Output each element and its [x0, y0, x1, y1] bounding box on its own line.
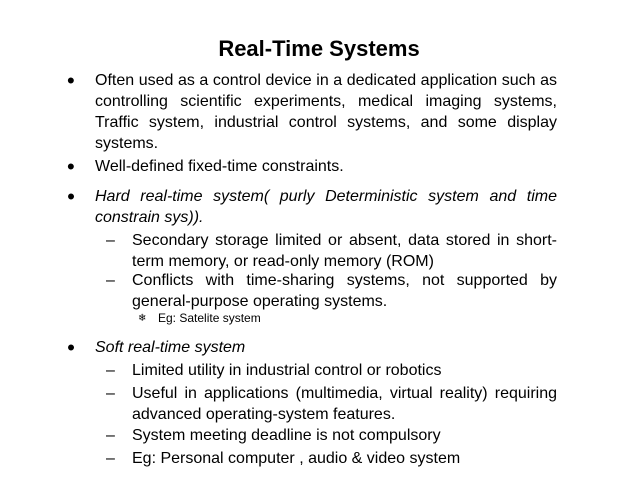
sub-bullet-item-conflicts: [106, 270, 557, 312]
bullet-dot-icon: •: [67, 154, 75, 179]
sub-bullet-item-deadline: [106, 425, 557, 446]
bullet-text: Hard real-time system( purly Deterministic system and time constrain sys)).: [95, 188, 557, 226]
sub-bullet-text: System meeting deadline is not compulsory: [132, 427, 441, 444]
slide-title: Real-Time Systems: [218, 36, 420, 61]
sub-bullet-item-storage: [106, 230, 557, 272]
bullet-dash-icon: –: [106, 272, 115, 289]
sub-bullet-item-example: [106, 448, 557, 469]
sub-bullet-text: Limited utility in industrial control or robotics: [132, 362, 442, 379]
bullet-text: Well-defined fixed-time constraints.: [95, 158, 344, 175]
sub-bullet-text: Eg: Personal computer , audio & video system: [132, 450, 461, 467]
bullet-dash-icon: –: [106, 450, 115, 467]
bullet-dot-icon: •: [67, 184, 75, 209]
sub-sub-bullet-item-example: [138, 311, 557, 326]
bullet-item-constraints: [67, 154, 557, 179]
bullet-dot-icon: •: [67, 68, 75, 93]
bullet-item-soft-real-time: [67, 335, 557, 360]
bullet-text: Soft real-time system: [95, 339, 246, 356]
bullet-item-hard-real-time: [67, 184, 557, 228]
bullet-dash-icon: –: [106, 427, 115, 444]
sub-bullet-text: Secondary storage limited or absent, data stored in short-term memory, or read-only memory (ROM): [132, 232, 557, 270]
bullet-dot-icon: •: [67, 335, 75, 360]
sub-bullet-text: Useful in applications (multimedia, virtual reality) requiring advanced operating-system features.: [132, 385, 557, 423]
bullet-dash-icon: –: [106, 385, 115, 402]
sub-bullet-item-useful: [106, 383, 557, 425]
bullet-item-usage: [67, 68, 557, 154]
bullet-dash-icon: –: [106, 362, 115, 379]
bullet-dash-icon: –: [106, 232, 115, 249]
sub-sub-bullet-text: Eg: Satelite system: [158, 311, 261, 325]
sub-bullet-item-limited-utility: [106, 360, 557, 381]
snowflake-bullet-icon: ❄: [138, 313, 147, 324]
bullet-text: Often used as a control device in a dedicated application such as controlling scientific experiments, medical imaging systems, Traffic system, industrial control systems, and some display systems.: [95, 72, 557, 152]
sub-bullet-text: Conflicts with time-sharing systems, not supported by general-purpose operating systems.: [132, 272, 557, 310]
